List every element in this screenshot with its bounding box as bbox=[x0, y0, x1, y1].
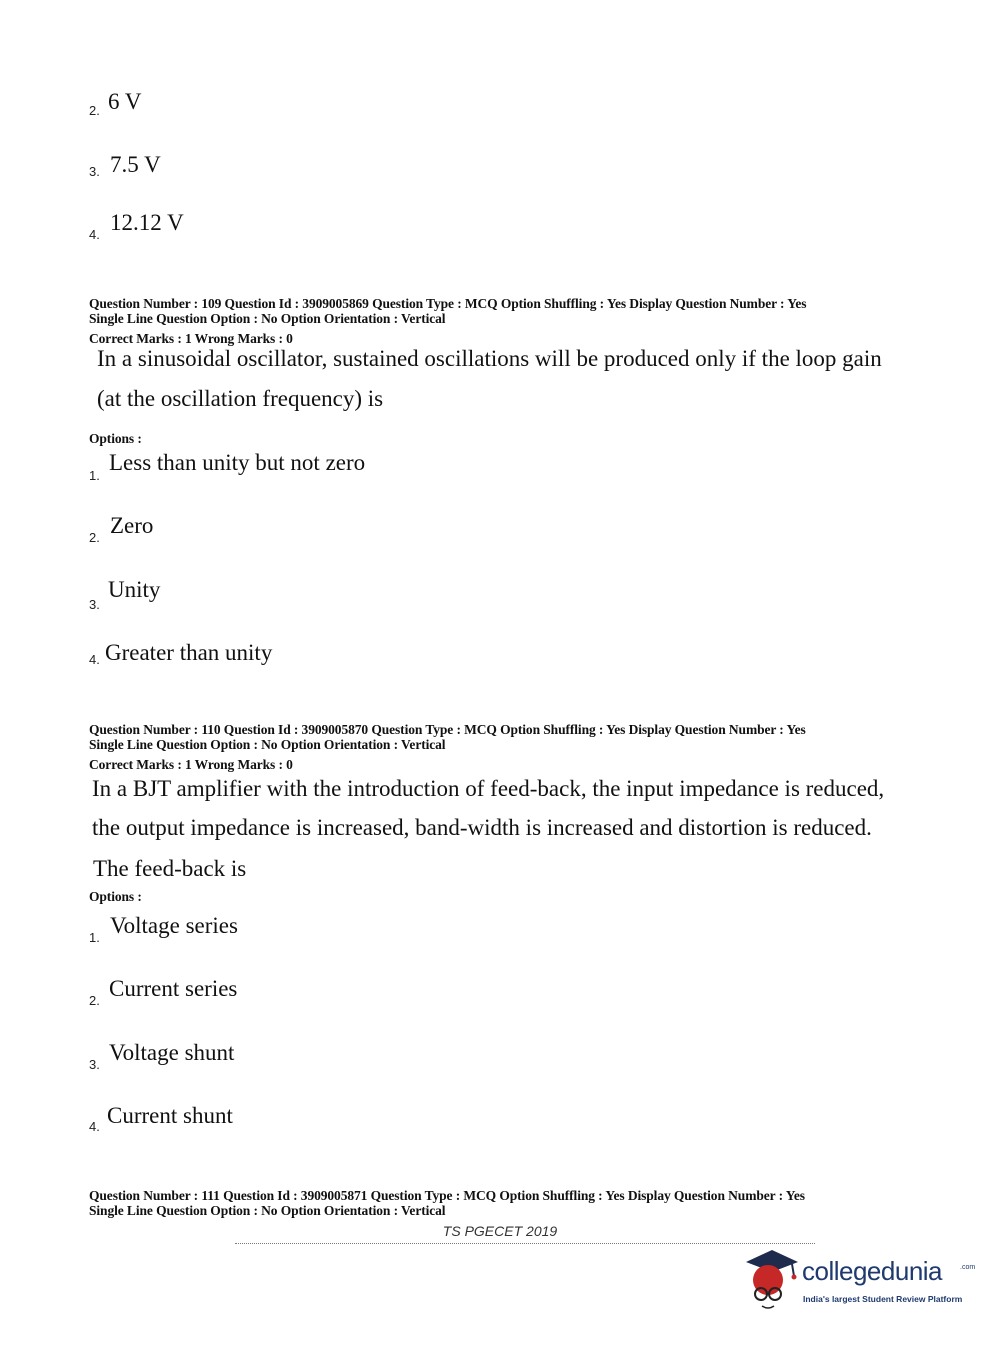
question-meta: Question Number : 111 Question Id : 3909005871 Question Type : MCQ Option Shuffling : Yes Display Question Number : Yes bbox=[89, 1188, 805, 1203]
question-marks: Correct Marks : 1 Wrong Marks : 0 bbox=[89, 757, 293, 772]
option-text: Zero bbox=[110, 513, 154, 538]
option-text: Unity bbox=[108, 577, 161, 602]
option-number: 2. bbox=[89, 530, 100, 545]
question-marks: Correct Marks : 1 Wrong Marks : 0 bbox=[89, 331, 293, 346]
question-text: The feed-back is bbox=[93, 856, 247, 881]
option-number: 2. bbox=[89, 993, 100, 1008]
option-number: 1. bbox=[89, 468, 100, 483]
question-text: (at the oscillation frequency) is bbox=[97, 386, 384, 411]
footer-divider bbox=[235, 1243, 815, 1244]
options-label: Options : bbox=[89, 889, 142, 904]
option-text: Voltage series bbox=[110, 913, 238, 938]
option-text: Less than unity but not zero bbox=[109, 450, 366, 475]
option-number: 3. bbox=[89, 164, 100, 179]
option-text: Voltage shunt bbox=[109, 1040, 235, 1065]
question-text: In a BJT amplifier with the introduction of feed-back, the input impedance is reduced, bbox=[92, 776, 885, 801]
option-number: 4. bbox=[89, 227, 100, 242]
logo-wordmark: collegedunia bbox=[802, 1256, 943, 1286]
option-number: 2. bbox=[89, 103, 100, 118]
question-meta: Question Number : 110 Question Id : 3909005870 Question Type : MCQ Option Shuffling : Yes Display Question Number : Yes bbox=[89, 722, 806, 737]
logo-domain: .com bbox=[960, 1264, 976, 1271]
option-text: Greater than unity bbox=[105, 640, 273, 665]
option-text: Current series bbox=[109, 976, 238, 1001]
option-text: 7.5 V bbox=[110, 152, 161, 177]
option-number: 4. bbox=[89, 1119, 100, 1134]
question-text: the output impedance is increased, band-width is increased and distortion is reduced. bbox=[92, 815, 872, 840]
question-text: In a sinusoidal oscillator, sustained oscillations will be produced only if the loop gain bbox=[97, 346, 882, 371]
option-number: 3. bbox=[89, 1057, 100, 1072]
question-meta: Single Line Question Option : No Option Orientation : Vertical bbox=[89, 1203, 446, 1218]
exam-footer: TS PGECET 2019 bbox=[442, 1223, 558, 1239]
option-text: Current shunt bbox=[107, 1103, 233, 1128]
option-number: 4. bbox=[89, 652, 100, 667]
option-text: 6 V bbox=[108, 89, 142, 114]
option-text: 12.12 V bbox=[110, 210, 184, 235]
option-number: 1. bbox=[89, 930, 100, 945]
option-number: 3. bbox=[89, 597, 100, 612]
graduate-mascot-icon bbox=[742, 1248, 800, 1310]
logo-tagline: India's largest Student Review Platform bbox=[803, 1294, 963, 1304]
options-label: Options : bbox=[89, 431, 142, 446]
question-meta: Single Line Question Option : No Option Orientation : Vertical bbox=[89, 737, 446, 752]
collegedunia-logo bbox=[742, 1248, 976, 1316]
question-meta: Single Line Question Option : No Option Orientation : Vertical bbox=[89, 311, 446, 326]
question-meta: Question Number : 109 Question Id : 3909005869 Question Type : MCQ Option Shuffling : Yes Display Question Number : Yes bbox=[89, 296, 807, 311]
